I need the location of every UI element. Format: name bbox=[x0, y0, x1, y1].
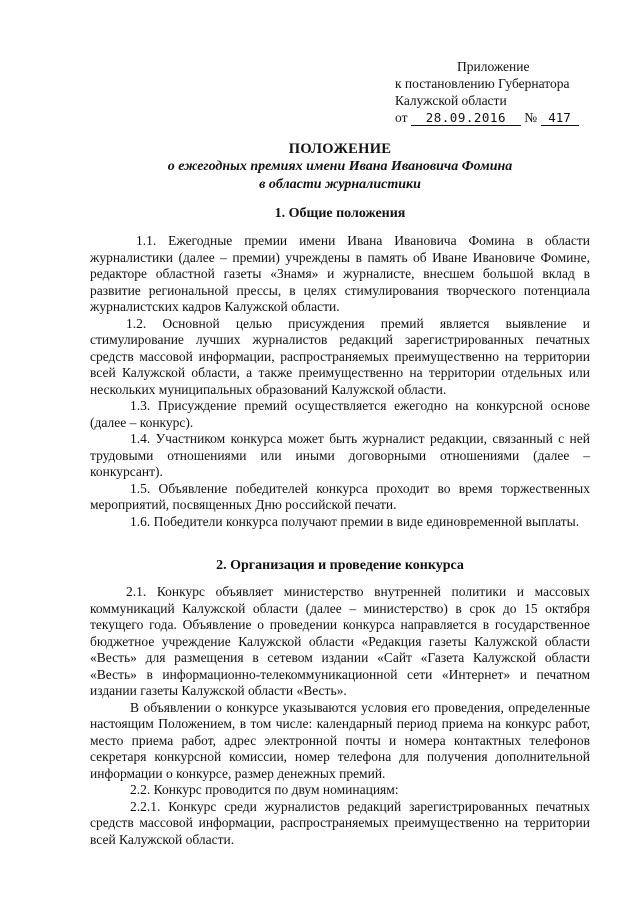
section-2-heading: 2. Организация и проведение конкурса bbox=[216, 558, 464, 573]
approval-line-decree-text: к постановлению Губернатора bbox=[395, 76, 570, 91]
approval-from-label: от bbox=[395, 110, 408, 125]
approval-date: 28.09.2016 bbox=[411, 111, 521, 126]
section-1-heading: 1. Общие положения bbox=[274, 206, 406, 221]
approval-line-date bbox=[395, 109, 595, 126]
document-subtitle-1: о ежегодных премиях имени Ивана Ивановича Фомина bbox=[167, 159, 513, 174]
section-1-body bbox=[90, 233, 590, 530]
document-subtitle-2: в области журналистики bbox=[259, 177, 421, 192]
approval-line-decree bbox=[395, 75, 595, 92]
paragraph-1-4: 1.4. Участником конкурса может быть журналист редакции, связанный с ней трудовыми отношениями или иными договорными отношениями (далее – конкурсант). bbox=[90, 431, 590, 479]
paragraph-1-2: 1.2. Основной целью присуждения премий является выявление и стимулирование лучших журналистов редакций зарегистрированных печатных средств массовой информации, распространяемых преимущественно на территории всей Калужской области, а также преимущественно на территории отдельных или нескольких муниципальных образований Калужской области. bbox=[90, 315, 590, 397]
document-title: ПОЛОЖЕНИЕ bbox=[288, 141, 392, 157]
approval-number: 417 bbox=[541, 111, 579, 126]
approval-title: Приложение bbox=[457, 59, 530, 74]
paragraph-1-3: 1.3. Присуждение премий осуществляется ежегодно на конкурсной основе (далее – конкурс). bbox=[90, 398, 590, 430]
approval-line-region: Калужской области bbox=[395, 93, 507, 108]
document-title-block bbox=[90, 140, 590, 194]
approval-number-label: № bbox=[524, 110, 538, 125]
paragraph-2-1-announcement: В объявлении о конкурсе указываются условия его проведения, определенные настоящим Положением, в том числе: календарный период приема на конкурс работ, место приема работ, адрес электронной почты и номера контактных телефонов секретаря конкурсной комиссии, номер телефона для получения дополнительной информации о конкурсе, размер денежных премий. bbox=[90, 699, 590, 781]
paragraph-2-2-1: 2.2.1. Конкурс среди журналистов редакций зарегистрированных печатных средств массовой информации, распространяемых преимущественно на территории всей Калужской области. bbox=[90, 798, 590, 847]
section-2-body bbox=[90, 584, 590, 848]
paragraph-2-2: 2.2. Конкурс проводится по двум номинациям: bbox=[130, 782, 399, 797]
paragraph-1-1: 1.1. Ежегодные премии имени Ивана Ивановича Фомина в области журналистики (далее – премии) учреждены в память об Иване Ивановиче Фомине, редакторе областной газеты «Знамя» и журналисте, внесшем большой вклад в развитие региональной прессы, в целях стимулирования творческого потенциала журналистских кадров Калужской области. bbox=[90, 233, 590, 314]
paragraph-1-5: 1.5. Объявление победителей конкурса проходит во время торжественных мероприятий, посвященных Дню российской печати. bbox=[90, 480, 590, 512]
paragraph-1-6: 1.6. Победители конкурса получают премии в виде единовременной выплаты. bbox=[130, 513, 580, 529]
paragraph-2-1: 2.1. Конкурс объявляет министерство внутренней политики и массовых коммуникаций Калужской области (далее – министерство) в срок до 15 октября текущего года. Объявление о проведении конкурса направляется в государственное бюджетное учреждение Калужской области «Редакция газеты Калужской области «Весть» для размещения в сетевом издании «Сайт «Газета Калужской области «Весть» в информационно-телекоммуникационной сети «Интернет» и печатном издании газеты Калужской области «Весть». bbox=[90, 584, 590, 698]
approval-stamp bbox=[395, 58, 595, 126]
